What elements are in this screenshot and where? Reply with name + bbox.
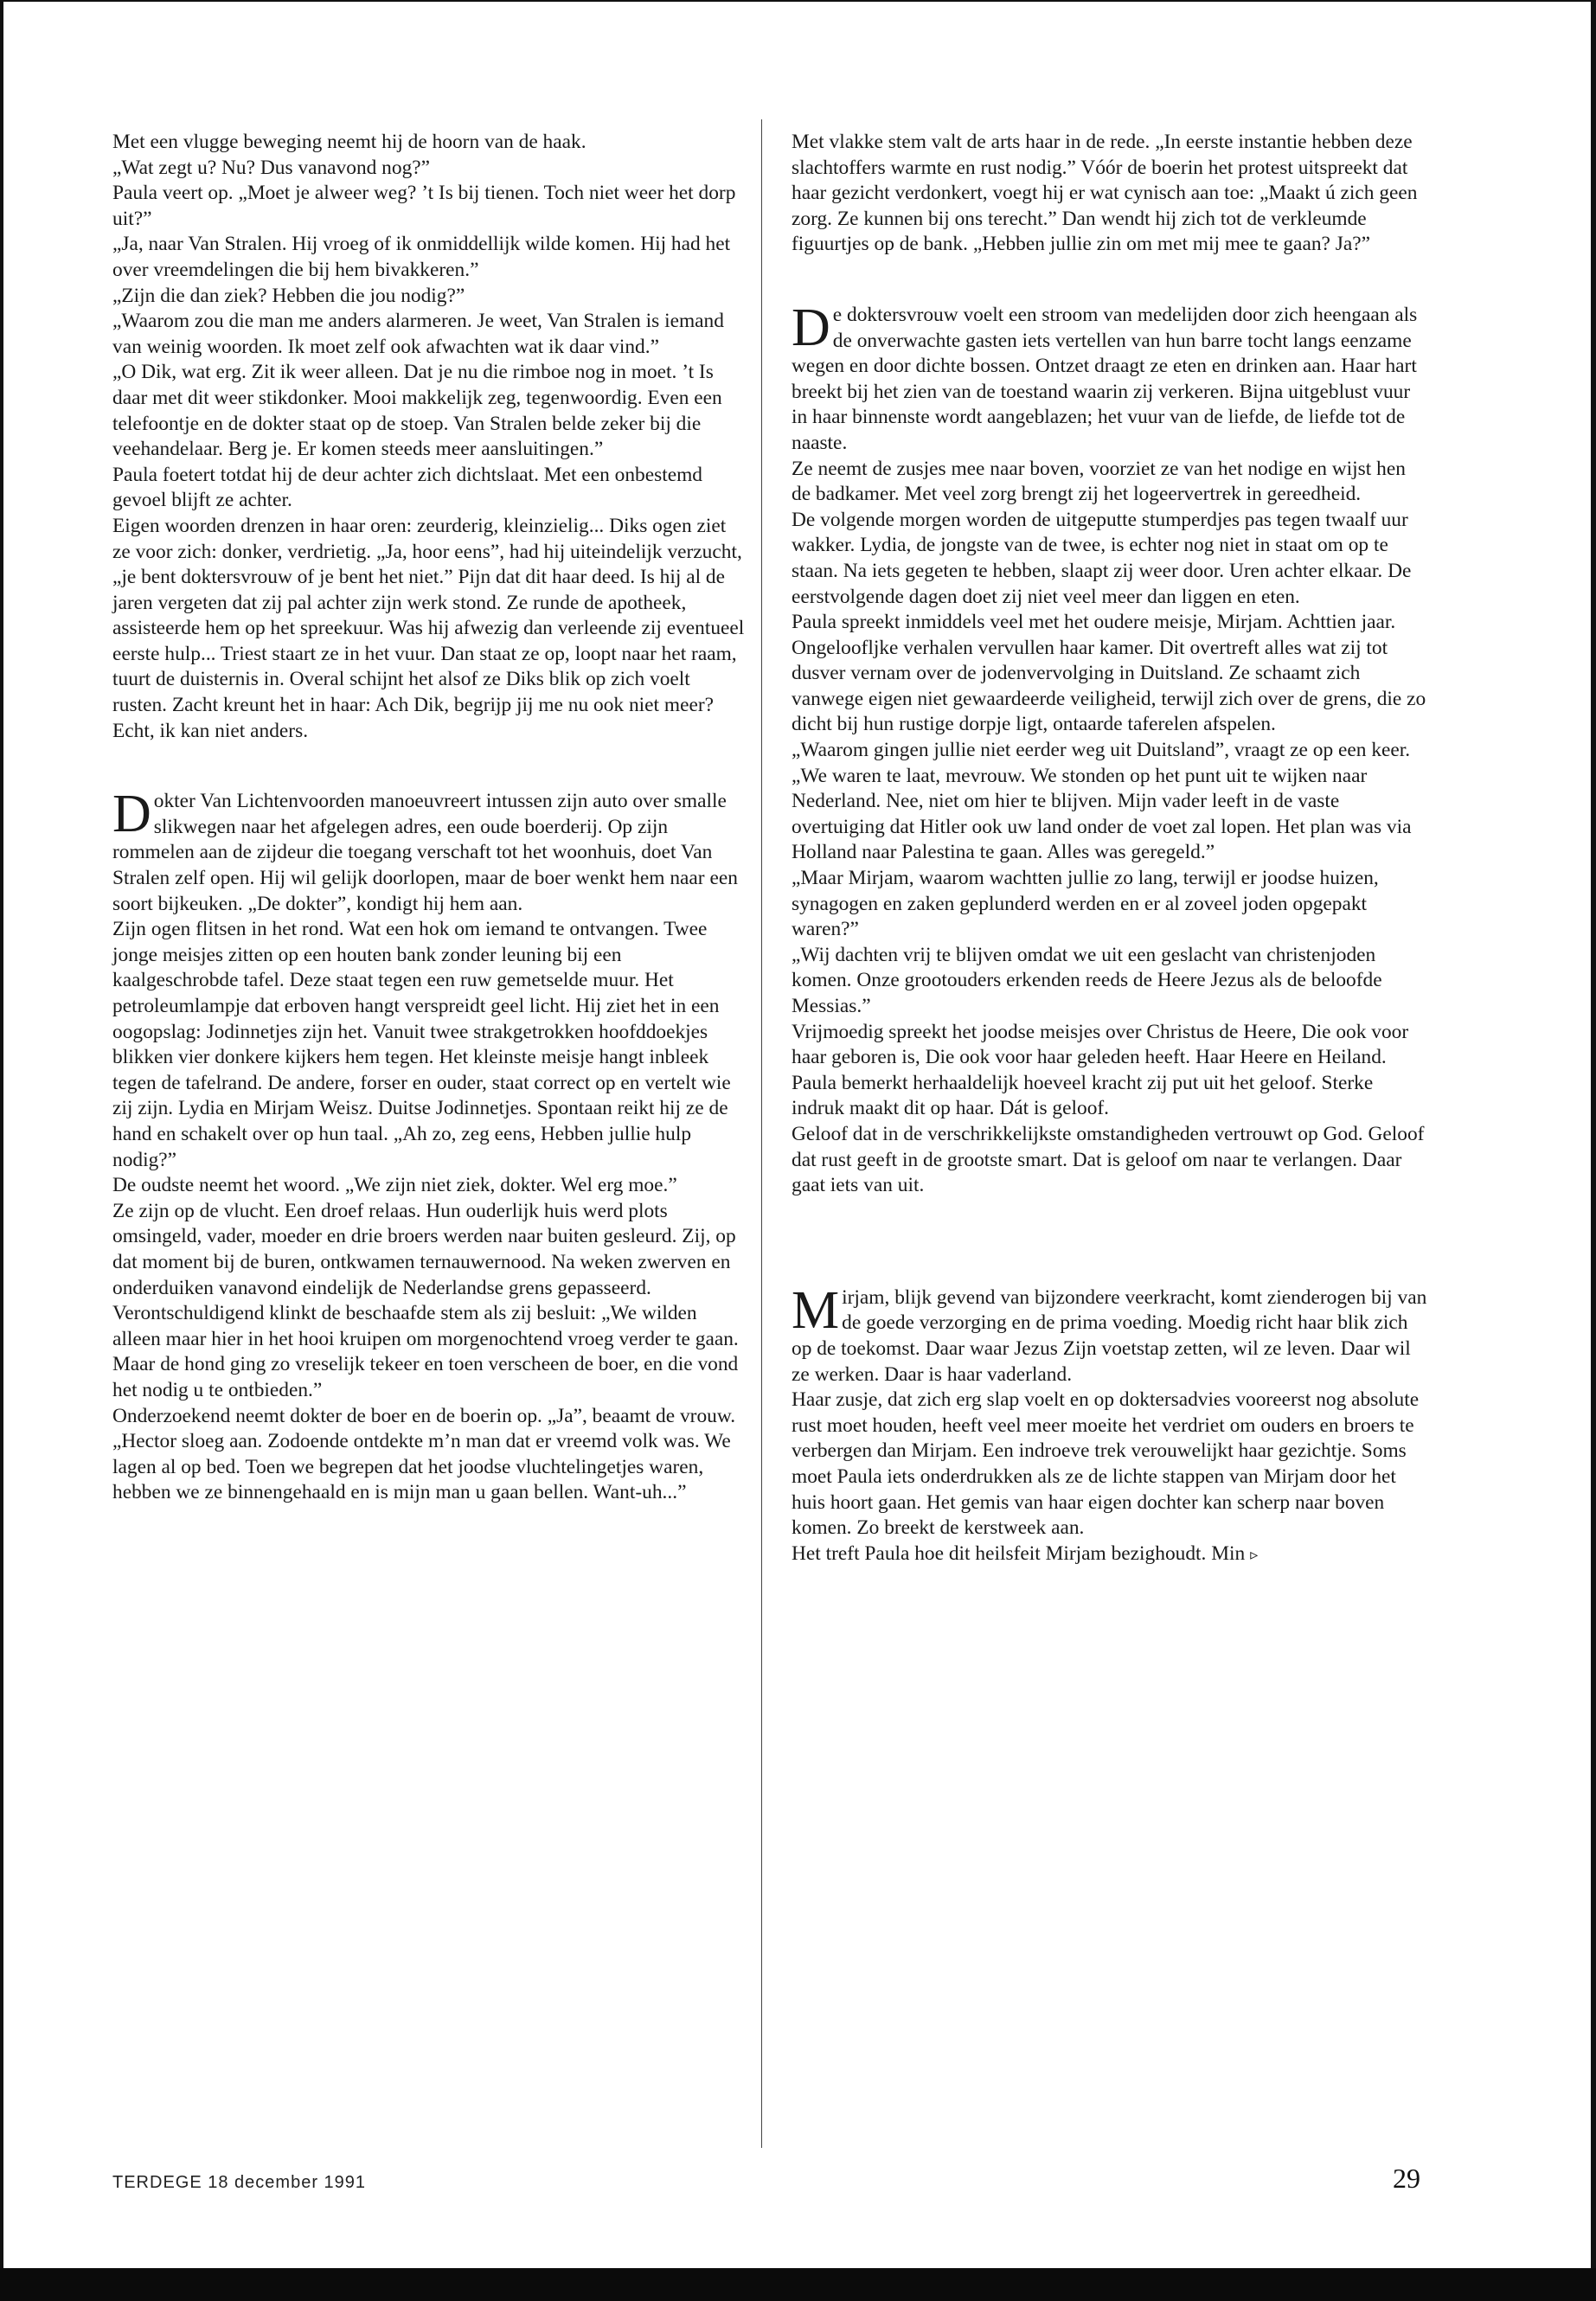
paragraph-text: Het treft Paula hoe dit heilsfeit Mirjam bezighoudt. Min — [792, 1541, 1246, 1565]
paragraph-last — [792, 1541, 1427, 1568]
paragraph: Eigen woorden drenzen in haar oren: zeurderig, kleinzielig... Diks ogen ziet ze voor zich: donker, verdrietig. „Ja, hoor eens”, had hij uiteindelijk verzucht, „je bent doktersvrouw of je bent het niet.” Pijn dat dit haar deed. Is hij al de jaren vergeten dat zij pal achter zijn werk stond. Ze runde de apotheek, assisteerde hem op het spreekuur. Was hij afwezig dan verleende zij eventueel eerste hulp... Triest staart ze in het vuur. Dan staat ze op, loopt naar het raam, tuurt de duisternis in. Overal schijnt het alsof ze Diks blik op zich voelt rusten. Zacht kreunt het in haar: Ach Dik, begrijp jij me nu ook niet meer? Echt, ik kan niet anders. — [112, 514, 745, 742]
section-spacer — [792, 258, 1427, 303]
paragraph: Geloof dat in de verschrikkelijkste omstandigheden vertrouwt op God. Geloof dat rust geeft in de grootste smart. Dat is geloof om naar te verlangen. Daar gaat iets van uit. — [792, 1122, 1425, 1197]
right-column — [792, 130, 1427, 1567]
scan-border-top — [0, 0, 1596, 33]
paragraph: „Waarom gingen jullie niet eerder weg uit Duitsland”, vraagt ze op een keer. „We waren te laat, mevrouw. We stonden op het punt uit te wijken naar Nederland. Nee, niet om hier te blijven. Mijn vader leeft in de vaste overtuiging dat Hitler ook uw land onder de voet zal lopen. Het plan was via Holland naar Palestina te gaan. Alles was geregeld.” — [792, 739, 1412, 864]
paragraph: „Zijn die dan ziek? Hebben die jou nodig?” — [112, 284, 465, 307]
section-opening-paragraph — [112, 785, 748, 917]
section-opening-paragraph — [792, 298, 1427, 457]
paragraph: „Waarom zou die man me anders alarmeren. Je weet, Van Stralen is iemand van weinig woorden. Ik moet zelf ook afwachten wat ik daar vind.” — [112, 310, 724, 358]
drop-cap: D — [792, 298, 830, 357]
paragraph: „O Dik, wat erg. Zit ik weer alleen. Dat je nu die rimboe nog in moet. ’t Is daar met dit weer stikdonker. Mooi makkelijk zeg, tegenwoordig. Even een telefoontje en de dokter staat op de stoep. Van Stralen belde zeker bij die veehandelaar. Berg je. Er komen steeds meer aansluitingen.” — [112, 361, 722, 461]
scan-border-right — [1591, 0, 1596, 2301]
paragraph-text: irjam, blijk gevend van bijzondere veerkracht, komt zienderogen bij van de goede verzorging en de prima voeding. Moedig richt haar blik zich op de toekomst. Daar waar Jezus Zijn voetstap zetten, wil ze leven. Daar wil ze werken. Daar is haar vaderland. — [792, 1285, 1427, 1386]
paragraph: „Ja, naar Van Stralen. Hij vroeg of ik onmiddellijk wilde komen. Hij had het over vreemdelingen die bij hem bivakkeren.” — [112, 233, 731, 281]
paragraph: Ze neemt de zusjes mee naar boven, voorziet ze van het nodige en wijst hen de badkamer. Met veel zorg brengt zij het logeervertrek in gereedheid. — [792, 457, 1406, 506]
paragraph: Haar zusje, dat zich erg slap voelt en op doktersadvies vooreerst nog absolute rust moet houden, heeft veel meer moeite het verdriet om ouders en broers te verbergen dan Mirjam. Een indroeve trek verouwelijkt haar gezichtje. Soms moet Paula iets onderdrukken als ze de lichte stappen van Mirjam door het huis hoort gaan. Het gemis van haar eigen dochter kan scherp naar boven komen. Zo breekt de kerstweek aan. — [792, 1388, 1420, 1540]
paragraph: Zijn ogen flitsen in het rond. Wat een hok om iemand te ontvangen. Twee jonge meisjes zitten op een houten bank zonder leuning bij een kaalgeschrobde tafel. Deze staat tegen een ruw gemetselde muur. Het petroleumlampje dat erboven hangt verspreidt geel licht. Hij ziet het in een oogopslag: Jodinnetjes zijn het. Vanuit twee strakgetrokken hoofddoekjes blikken vier donkere kijkers hem tegen. Het kleinste meisje hangt inbleek tegen de tafelrand. De andere, forser en ouder, staat correct op en vertelt wie zij zijn. Lydia en Mirjam Weisz. Duitse Jodinnetjes. Spontaan reikt hij ze de hand en schakelt over op hun taal. „Ah zo, zeg eens, Hebben jullie hulp nodig?” — [112, 918, 731, 1171]
paragraph: De oudste neemt het woord. „We zijn niet ziek, dokter. Wel erg moe.” — [112, 1174, 677, 1197]
paragraph: „Wat zegt u? Nu? Dus vanavond nog?” — [112, 156, 431, 179]
left-column — [112, 130, 748, 1506]
section-spacer — [112, 744, 748, 789]
paragraph: Paula veert op. „Moet je alweer weg? ’t Is bij tienen. Toch niet weer het dorp uit?” — [112, 182, 736, 230]
paragraph: „Wij dachten vrij te blijven omdat we uit een geslacht van christenjoden komen. Onze grootouders erkenden reeds de Heere Jezus als de beloofde Messias.” — [792, 943, 1382, 1017]
paragraph: Onderzoekend neemt dokter de boer en de boerin op. „Ja”, beaamt de vrouw. „Hector sloeg aan. Zodoende ontdekte m’n man dat er vreemd volk was. We lagen al op bed. Toen we begrepen dat het joodse vluchtelingetjes waren, hebben we ze binnengehaald en is mijn man u gaan bellen. Want-uh...” — [112, 1404, 736, 1504]
paragraph: Vrijmoedig spreekt het joodse meisjes over Christus de Heere, Die ook voor haar geboren is, Die ook voor haar geleden heeft. Haar Heere en Heiland. Paula bemerkt herhaaldelijk hoeveel kracht zij put uit het geloof. Sterke indruk maakt dit op haar. Dát is geloof. — [792, 1020, 1409, 1120]
scan-border-left — [0, 0, 3, 2271]
paragraph: Paula spreekt inmiddels veel met het oudere meisje, Mirjam. Achttien jaar. Ongeloofljke verhalen vervullen haar kamer. Dit overtreft alles wat zij tot dusver vernam over de jodenvervolging in Duitsland. Ze schaamt zich vanwege eigen niet gewaardeerde veiligheid, terwijl zich over de grens, die zo dicht bij hun rustige dorpje ligt, ontaarde taferelen afspelen. — [792, 611, 1426, 736]
paragraph-text: e doktersvrouw voelt een stroom van medelijden door zich heengaan als de onverwachte gasten iets vertellen van hun barre tocht langs eenzame wegen en door dichte bossen. Ontzet draagt ze eten en drinken aan. Haar hart breekt bij het zien van de toestand waarin zij verkeren. Bijna uitgeblust vuur in haar binnenste wordt aangeblazen; het vuur van de liefde, de liefde tot de naaste. — [792, 303, 1418, 454]
section-opening-paragraph — [792, 1280, 1427, 1388]
paragraph-text: okter Van Lichtenvoorden manoeuvreert intussen zijn auto over smalle slikwegen naar het afgelegen adres, een oude boerderij. Op zijn rommelen aan de zijdeur die toegang verschaft tot het woonhuis, doet Van Stralen zelf open. Hij wil gelijk doorlopen, maar de boer wenkt hem naar een soort bijkeuken. „De dokter”, kondigt hij hem aan. — [112, 790, 738, 915]
paragraph: Met een vlugge beweging neemt hij de hoorn van de haak. — [112, 131, 586, 153]
paragraph: De volgende morgen worden de uitgeputte stumperdjes pas tegen twaalf uur wakker. Lydia, de jongste van de twee, is echter nog niet in staat om op te staan. Na iets gegeten te hebben, slaapt zij weer door. Uren achter elkaar. De eerstvolgende dagen doet zij niet veel meer dan liggen en eten. — [792, 508, 1412, 608]
column-divider — [761, 119, 762, 2148]
drop-cap: M — [792, 1280, 840, 1340]
paragraph: Verontschuldigend klinkt de beschaafde stem als zij besluit: „We wilden alleen maar hier in het hooi kruipen om morgenochtend vroeg verder te gaan. Maar de hond ging zo vreselijk tekeer en toen verscheen de boer, en die vond het nodig u te ontbieden.” — [112, 1302, 739, 1401]
section-spacer — [792, 1199, 1427, 1285]
paragraph: Ze zijn op de vlucht. Een droef relaas. Hun ouderlijk huis werd plots omsingeld, vader, moeder en drie broers werden naar buiten gesleurd. Zij, op dat moment bij de buren, ontkwamen ternauwernood. Na weken zwerven en onderduiken vanavond eindelijk de Nederlandse grens gepasseerd. — [112, 1199, 736, 1299]
scan-border-bottom — [0, 2268, 1596, 2301]
paragraph: Paula foetert totdat hij de deur achter zich dichtslaat. Met een onbestemd gevoel blijft ze achter. — [112, 463, 702, 512]
continue-arrow-icon: ▹ — [1250, 1545, 1259, 1563]
drop-cap: D — [112, 785, 151, 844]
page-number: 29 — [1393, 2163, 1420, 2194]
paragraph: Met vlakke stem valt de arts haar in de rede. „In eerste instantie hebben deze slachtoffers warmte en rust nodig.” Vóór de boerin het protest uitspreekt dat haar gezicht verdonkert, voegt hij er wat cynisch aan toe: „Maakt ú zich geen zorg. Ze kunnen bij ons terecht.” Dan wendt hij zich tot de verkleumde figuurtjes op de bank. „Hebben jullie zin om met mij mee te gaan? Ja?” — [792, 131, 1418, 256]
paragraph: „Maar Mirjam, waarom wachtten jullie zo lang, terwijl er joodse huizen, synagogen en zaken geplunderd werden en er al zoveel joden opgepakt waren?” — [792, 867, 1379, 941]
publication-source: TERDEGE 18 december 1991 — [112, 2173, 367, 2192]
